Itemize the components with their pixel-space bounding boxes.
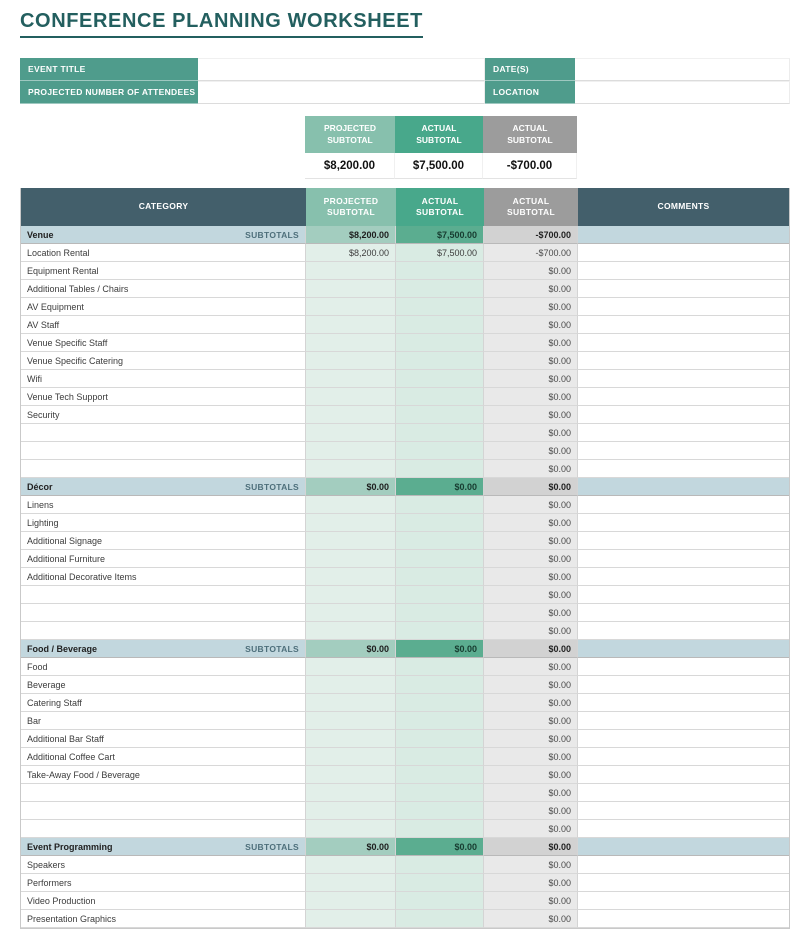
cell-diff[interactable]: $0.00 xyxy=(484,802,578,820)
cell-category[interactable]: Additional Furniture xyxy=(21,550,306,568)
cell-category[interactable]: AV Staff xyxy=(21,316,306,334)
cell-projected[interactable] xyxy=(306,334,396,352)
cell-comments[interactable] xyxy=(578,244,789,262)
section-subtotal-actual: $0.00 xyxy=(396,838,484,856)
cell-diff[interactable]: -$700.00 xyxy=(484,244,578,262)
cell-diff[interactable]: $0.00 xyxy=(484,694,578,712)
table-header-row xyxy=(21,188,789,226)
table-row xyxy=(21,910,789,928)
table-row xyxy=(21,712,789,730)
cell-actual[interactable] xyxy=(396,820,484,838)
location-label: LOCATION xyxy=(485,81,575,104)
section-comments-cell xyxy=(578,838,789,856)
section-subtotal-actual: $7,500.00 xyxy=(396,226,484,244)
section-name: Event Programming xyxy=(27,841,113,852)
cell-projected[interactable] xyxy=(306,550,396,568)
cell-projected[interactable] xyxy=(306,658,396,676)
cell-category[interactable]: Venue Tech Support xyxy=(21,388,306,406)
table-row xyxy=(21,532,789,550)
cell-comments[interactable] xyxy=(578,532,789,550)
cell-category[interactable]: Take-Away Food / Beverage xyxy=(21,766,306,784)
cell-diff[interactable]: $0.00 xyxy=(484,820,578,838)
cell-comments[interactable] xyxy=(578,298,789,316)
section-subtotal-actual: $0.00 xyxy=(396,640,484,658)
cell-actual[interactable] xyxy=(396,406,484,424)
cell-diff[interactable]: $0.00 xyxy=(484,406,578,424)
cell-category[interactable] xyxy=(21,442,306,460)
cell-projected[interactable] xyxy=(306,280,396,298)
cell-category[interactable] xyxy=(21,820,306,838)
table-row xyxy=(21,892,789,910)
cell-projected[interactable]: $8,200.00 xyxy=(306,244,396,262)
page-title: CONFERENCE PLANNING WORKSHEET xyxy=(20,10,423,38)
summary-header-actual: ACTUAL SUBTOTAL xyxy=(395,116,483,153)
cell-comments[interactable] xyxy=(578,388,789,406)
cell-diff[interactable]: $0.00 xyxy=(484,298,578,316)
table-row xyxy=(21,352,789,370)
table-row xyxy=(21,244,789,262)
cell-category[interactable]: Venue Specific Staff xyxy=(21,334,306,352)
cell-actual[interactable]: $7,500.00 xyxy=(396,244,484,262)
cell-category[interactable]: Catering Staff xyxy=(21,694,306,712)
cell-diff[interactable]: $0.00 xyxy=(484,316,578,334)
cell-category[interactable] xyxy=(21,622,306,640)
cell-actual[interactable] xyxy=(396,712,484,730)
cell-actual[interactable] xyxy=(396,748,484,766)
cell-category[interactable]: Security xyxy=(21,406,306,424)
cell-actual[interactable] xyxy=(396,496,484,514)
col-header-projected: PROJECTED SUBTOTAL xyxy=(306,188,396,226)
summary-header-row xyxy=(305,116,577,153)
cell-comments[interactable] xyxy=(578,550,789,568)
col-header-diff: ACTUAL SUBTOTAL xyxy=(484,188,578,226)
subtotals-label: SUBTOTALS xyxy=(245,841,299,852)
cell-comments[interactable] xyxy=(578,856,789,874)
subtotals-label: SUBTOTALS xyxy=(245,229,299,240)
cell-category[interactable] xyxy=(21,586,306,604)
section-category-cell xyxy=(21,478,306,496)
table-row xyxy=(21,766,789,784)
cell-actual[interactable] xyxy=(396,784,484,802)
cell-comments[interactable] xyxy=(578,784,789,802)
cell-category[interactable]: Performers xyxy=(21,874,306,892)
section-subtotal-actual: $0.00 xyxy=(396,478,484,496)
section-subtotal-diff: $0.00 xyxy=(484,640,578,658)
cell-diff[interactable]: $0.00 xyxy=(484,856,578,874)
cell-projected[interactable] xyxy=(306,316,396,334)
table-row xyxy=(21,298,789,316)
cell-category[interactable]: Additional Tables / Chairs xyxy=(21,280,306,298)
cell-diff[interactable]: $0.00 xyxy=(484,370,578,388)
cell-category[interactable]: Additional Coffee Cart xyxy=(21,748,306,766)
cell-projected[interactable] xyxy=(306,892,396,910)
cell-comments[interactable] xyxy=(578,334,789,352)
cell-projected[interactable] xyxy=(306,604,396,622)
table-row xyxy=(21,748,789,766)
cell-category[interactable]: Food xyxy=(21,658,306,676)
cell-category[interactable]: Additional Signage xyxy=(21,532,306,550)
cell-category[interactable] xyxy=(21,802,306,820)
table-row xyxy=(21,316,789,334)
cell-diff[interactable]: $0.00 xyxy=(484,442,578,460)
cell-category[interactable]: Speakers xyxy=(21,856,306,874)
table-row xyxy=(21,262,789,280)
table-row xyxy=(21,550,789,568)
table-row xyxy=(21,856,789,874)
cell-actual[interactable] xyxy=(396,892,484,910)
section-comments-cell xyxy=(578,640,789,658)
section-name: Food / Beverage xyxy=(27,643,98,654)
summary-values-row xyxy=(305,153,577,179)
cell-projected[interactable] xyxy=(306,730,396,748)
table-row xyxy=(21,694,789,712)
cell-diff[interactable]: $0.00 xyxy=(484,352,578,370)
event-title-label: EVENT TITLE xyxy=(20,58,198,81)
cell-actual[interactable] xyxy=(396,460,484,478)
summary-block xyxy=(305,116,577,179)
cell-projected[interactable] xyxy=(306,442,396,460)
cell-diff[interactable]: $0.00 xyxy=(484,334,578,352)
cell-diff[interactable]: $0.00 xyxy=(484,748,578,766)
cell-projected[interactable] xyxy=(306,784,396,802)
cell-diff[interactable]: $0.00 xyxy=(484,604,578,622)
cell-projected[interactable] xyxy=(306,622,396,640)
cell-diff[interactable]: $0.00 xyxy=(484,766,578,784)
table-row xyxy=(21,820,789,838)
cell-actual[interactable] xyxy=(396,316,484,334)
cell-projected[interactable] xyxy=(306,766,396,784)
cell-diff[interactable]: $0.00 xyxy=(484,910,578,928)
cell-diff[interactable]: $0.00 xyxy=(484,658,578,676)
cell-comments[interactable] xyxy=(578,568,789,586)
table-row xyxy=(21,514,789,532)
cell-comments[interactable] xyxy=(578,874,789,892)
cell-projected[interactable] xyxy=(306,262,396,280)
cell-diff[interactable]: $0.00 xyxy=(484,730,578,748)
cell-diff[interactable]: $0.00 xyxy=(484,280,578,298)
cell-comments[interactable] xyxy=(578,514,789,532)
cell-category[interactable] xyxy=(21,784,306,802)
cell-projected[interactable] xyxy=(306,370,396,388)
cell-comments[interactable] xyxy=(578,406,789,424)
cell-actual[interactable] xyxy=(396,766,484,784)
cell-comments[interactable] xyxy=(578,694,789,712)
cell-projected[interactable] xyxy=(306,802,396,820)
section-category-cell xyxy=(21,226,306,244)
cell-actual[interactable] xyxy=(396,532,484,550)
table-row xyxy=(21,658,789,676)
table-row xyxy=(21,406,789,424)
summary-header-diff: ACTUAL SUBTOTAL xyxy=(483,116,577,153)
table-row xyxy=(21,496,789,514)
cell-projected[interactable] xyxy=(306,352,396,370)
cell-diff[interactable]: $0.00 xyxy=(484,262,578,280)
section-name: Décor xyxy=(27,481,53,492)
cell-actual[interactable] xyxy=(396,298,484,316)
cell-projected[interactable] xyxy=(306,910,396,928)
cell-actual[interactable] xyxy=(396,910,484,928)
section-header-row xyxy=(21,838,789,856)
cell-actual[interactable] xyxy=(396,442,484,460)
cell-comments[interactable] xyxy=(578,748,789,766)
attendees-input[interactable] xyxy=(198,81,485,104)
table-row xyxy=(21,442,789,460)
cell-category[interactable]: Beverage xyxy=(21,676,306,694)
cell-diff[interactable]: $0.00 xyxy=(484,514,578,532)
cell-actual[interactable] xyxy=(396,874,484,892)
cell-actual[interactable] xyxy=(396,514,484,532)
cell-comments[interactable] xyxy=(578,622,789,640)
cell-comments[interactable] xyxy=(578,262,789,280)
cell-comments[interactable] xyxy=(578,604,789,622)
cell-category[interactable]: Lighting xyxy=(21,514,306,532)
table-row xyxy=(21,280,789,298)
cell-category[interactable]: Bar xyxy=(21,712,306,730)
table-row xyxy=(21,370,789,388)
cell-comments[interactable] xyxy=(578,766,789,784)
table-row xyxy=(21,568,789,586)
cell-category[interactable]: Linens xyxy=(21,496,306,514)
cell-category[interactable]: Presentation Graphics xyxy=(21,910,306,928)
table-row xyxy=(21,586,789,604)
cell-comments[interactable] xyxy=(578,424,789,442)
cell-category[interactable]: Location Rental xyxy=(21,244,306,262)
section-subtotal-projected: $0.00 xyxy=(306,640,396,658)
cell-category[interactable]: Wifi xyxy=(21,370,306,388)
cell-diff[interactable]: $0.00 xyxy=(484,874,578,892)
cell-comments[interactable] xyxy=(578,910,789,928)
section-subtotal-projected: $0.00 xyxy=(306,838,396,856)
section-subtotal-projected: $8,200.00 xyxy=(306,226,396,244)
cell-actual[interactable] xyxy=(396,694,484,712)
cell-actual[interactable] xyxy=(396,262,484,280)
cell-diff[interactable]: $0.00 xyxy=(484,712,578,730)
section-header-row xyxy=(21,640,789,658)
cell-category[interactable]: Equipment Rental xyxy=(21,262,306,280)
cell-projected[interactable] xyxy=(306,514,396,532)
cell-comments[interactable] xyxy=(578,730,789,748)
section-subtotal-diff: $0.00 xyxy=(484,478,578,496)
cell-diff[interactable]: $0.00 xyxy=(484,532,578,550)
col-header-comments: COMMENTS xyxy=(578,188,789,226)
table-row xyxy=(21,388,789,406)
table-row xyxy=(21,424,789,442)
cell-actual[interactable] xyxy=(396,550,484,568)
section-header-row xyxy=(21,478,789,496)
cell-comments[interactable] xyxy=(578,892,789,910)
cell-actual[interactable] xyxy=(396,388,484,406)
cell-projected[interactable] xyxy=(306,748,396,766)
cell-projected[interactable] xyxy=(306,820,396,838)
cell-projected[interactable] xyxy=(306,712,396,730)
table-row xyxy=(21,730,789,748)
cell-actual[interactable] xyxy=(396,370,484,388)
cell-diff[interactable]: $0.00 xyxy=(484,568,578,586)
cell-diff[interactable]: $0.00 xyxy=(484,784,578,802)
cell-actual[interactable] xyxy=(396,856,484,874)
cell-comments[interactable] xyxy=(578,802,789,820)
section-header-row xyxy=(21,226,789,244)
attendees-label: PROJECTED NUMBER OF ATTENDEES xyxy=(20,81,198,104)
col-header-category: CATEGORY xyxy=(21,188,306,226)
cell-projected[interactable] xyxy=(306,532,396,550)
subtotals-label: SUBTOTALS xyxy=(245,481,299,492)
cell-comments[interactable] xyxy=(578,460,789,478)
cell-actual[interactable] xyxy=(396,604,484,622)
cell-projected[interactable] xyxy=(306,460,396,478)
table-row xyxy=(21,802,789,820)
cell-category[interactable]: Video Production xyxy=(21,892,306,910)
col-header-actual: ACTUAL SUBTOTAL xyxy=(396,188,484,226)
cell-category[interactable] xyxy=(21,604,306,622)
cell-comments[interactable] xyxy=(578,820,789,838)
cell-diff[interactable]: $0.00 xyxy=(484,460,578,478)
section-subtotal-projected: $0.00 xyxy=(306,478,396,496)
table-row xyxy=(21,604,789,622)
dates-label: DATE(S) xyxy=(485,58,575,81)
cell-comments[interactable] xyxy=(578,370,789,388)
cell-comments[interactable] xyxy=(578,280,789,298)
cell-comments[interactable] xyxy=(578,586,789,604)
cell-actual[interactable] xyxy=(396,730,484,748)
cell-actual[interactable] xyxy=(396,280,484,298)
cell-diff[interactable]: $0.00 xyxy=(484,388,578,406)
cell-projected[interactable] xyxy=(306,676,396,694)
table-row xyxy=(21,874,789,892)
cell-diff[interactable]: $0.00 xyxy=(484,622,578,640)
cell-actual[interactable] xyxy=(396,586,484,604)
table-row xyxy=(21,334,789,352)
cell-projected[interactable] xyxy=(306,856,396,874)
location-input[interactable] xyxy=(575,81,790,104)
summary-header-projected: PROJECTED SUBTOTAL xyxy=(305,116,395,153)
cell-projected[interactable] xyxy=(306,496,396,514)
cell-category[interactable]: Additional Decorative Items xyxy=(21,568,306,586)
cell-actual[interactable] xyxy=(396,658,484,676)
summary-value-diff: -$700.00 xyxy=(483,153,577,179)
cell-actual[interactable] xyxy=(396,802,484,820)
cell-diff[interactable]: $0.00 xyxy=(484,676,578,694)
cell-projected[interactable] xyxy=(306,568,396,586)
cell-diff[interactable]: $0.00 xyxy=(484,586,578,604)
event-info-block xyxy=(20,58,790,104)
section-category-cell xyxy=(21,640,306,658)
subtotals-label: SUBTOTALS xyxy=(245,643,299,654)
table-row xyxy=(21,676,789,694)
cell-category[interactable]: Venue Specific Catering xyxy=(21,352,306,370)
table-row xyxy=(21,622,789,640)
cell-comments[interactable] xyxy=(578,712,789,730)
cell-projected[interactable] xyxy=(306,406,396,424)
cell-diff[interactable]: $0.00 xyxy=(484,550,578,568)
section-category-cell xyxy=(21,838,306,856)
worksheet-table xyxy=(20,188,790,929)
section-comments-cell xyxy=(578,226,789,244)
cell-category[interactable]: AV Equipment xyxy=(21,298,306,316)
event-title-input[interactable] xyxy=(198,58,485,81)
cell-actual[interactable] xyxy=(396,334,484,352)
cell-projected[interactable] xyxy=(306,874,396,892)
table-row xyxy=(21,460,789,478)
cell-actual[interactable] xyxy=(396,352,484,370)
section-subtotal-diff: -$700.00 xyxy=(484,226,578,244)
cell-comments[interactable] xyxy=(578,658,789,676)
cell-category[interactable] xyxy=(21,460,306,478)
cell-category[interactable]: Additional Bar Staff xyxy=(21,730,306,748)
cell-actual[interactable] xyxy=(396,568,484,586)
cell-projected[interactable] xyxy=(306,694,396,712)
section-name: Venue xyxy=(27,229,54,240)
dates-input[interactable] xyxy=(575,58,790,81)
cell-comments[interactable] xyxy=(578,676,789,694)
table-row xyxy=(21,784,789,802)
worksheet-body xyxy=(21,226,789,928)
cell-actual[interactable] xyxy=(396,676,484,694)
cell-diff[interactable]: $0.00 xyxy=(484,496,578,514)
summary-value-actual: $7,500.00 xyxy=(395,153,483,179)
cell-projected[interactable] xyxy=(306,388,396,406)
cell-projected[interactable] xyxy=(306,424,396,442)
cell-diff[interactable]: $0.00 xyxy=(484,892,578,910)
cell-actual[interactable] xyxy=(396,424,484,442)
section-comments-cell xyxy=(578,478,789,496)
section-subtotal-diff: $0.00 xyxy=(484,838,578,856)
cell-category[interactable] xyxy=(21,424,306,442)
cell-comments[interactable] xyxy=(578,352,789,370)
cell-diff[interactable]: $0.00 xyxy=(484,424,578,442)
cell-comments[interactable] xyxy=(578,316,789,334)
summary-value-projected: $8,200.00 xyxy=(305,153,395,179)
cell-comments[interactable] xyxy=(578,496,789,514)
cell-projected[interactable] xyxy=(306,298,396,316)
cell-actual[interactable] xyxy=(396,622,484,640)
cell-comments[interactable] xyxy=(578,442,789,460)
cell-projected[interactable] xyxy=(306,586,396,604)
